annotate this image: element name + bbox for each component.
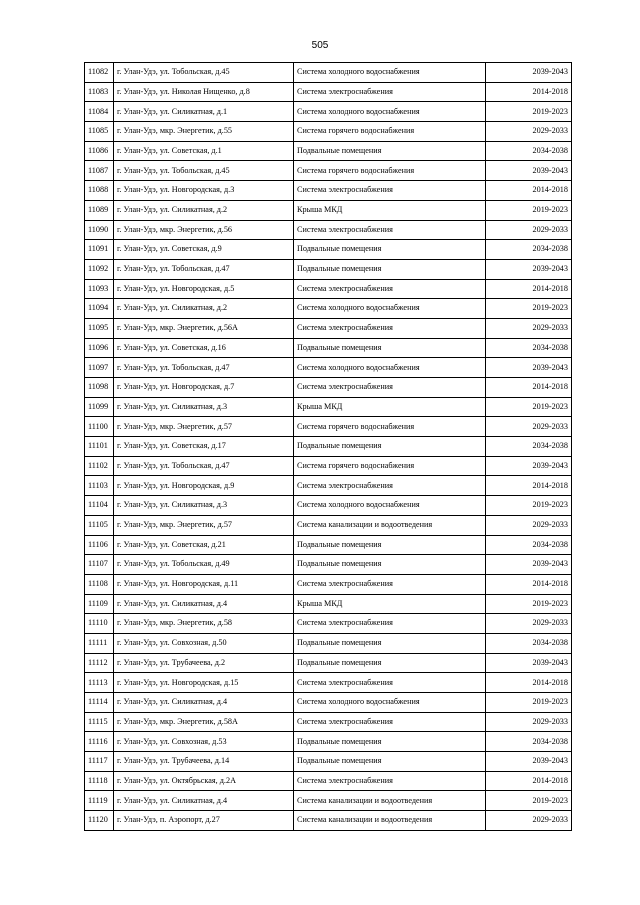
system-cell: Подвальные помещения xyxy=(294,141,486,161)
row-number-cell: 11099 xyxy=(85,397,114,417)
row-number-cell: 11120 xyxy=(85,811,114,831)
system-cell: Подвальные помещения xyxy=(294,338,486,358)
row-number-cell: 11106 xyxy=(85,535,114,555)
address-cell: г. Улан-Удэ, мкр. Энергетик, д.56 xyxy=(114,220,294,240)
system-cell: Подвальные помещения xyxy=(294,259,486,279)
table-row xyxy=(85,437,572,457)
table-row xyxy=(85,161,572,181)
system-cell: Подвальные помещения xyxy=(294,535,486,555)
table-row xyxy=(85,791,572,811)
system-cell: Система электроснабжения xyxy=(294,673,486,693)
table-row xyxy=(85,515,572,535)
system-cell: Система горячего водоснабжения xyxy=(294,122,486,142)
address-cell: г. Улан-Удэ, мкр. Энергетик, д.57 xyxy=(114,515,294,535)
table-row xyxy=(85,220,572,240)
period-cell: 2039-2043 xyxy=(486,358,572,378)
system-cell: Система канализации и водоотведения xyxy=(294,515,486,535)
system-cell: Подвальные помещения xyxy=(294,653,486,673)
address-cell: г. Улан-Удэ, ул. Силикатная, д.3 xyxy=(114,496,294,516)
table-row xyxy=(85,732,572,752)
row-number-cell: 11107 xyxy=(85,555,114,575)
system-cell: Система холодного водоснабжения xyxy=(294,496,486,516)
page-number: 505 xyxy=(311,40,329,51)
address-cell: г. Улан-Удэ, ул. Силикатная, д.2 xyxy=(114,200,294,220)
table-row xyxy=(85,574,572,594)
table-row xyxy=(85,240,572,260)
table-row xyxy=(85,318,572,338)
address-cell: г. Улан-Удэ, ул. Совхозная, д.50 xyxy=(114,633,294,653)
address-cell: г. Улан-Удэ, ул. Тобольская, д.45 xyxy=(114,161,294,181)
address-cell: г. Улан-Удэ, ул. Силикатная, д.1 xyxy=(114,102,294,122)
table-row xyxy=(85,122,572,142)
period-cell: 2014-2018 xyxy=(486,476,572,496)
system-cell: Система канализации и водоотведения xyxy=(294,791,486,811)
period-cell: 2019-2023 xyxy=(486,102,572,122)
table-row xyxy=(85,614,572,634)
row-number-cell: 11104 xyxy=(85,496,114,516)
period-cell: 2014-2018 xyxy=(486,82,572,102)
address-cell: г. Улан-Удэ, ул. Силикатная, д.4 xyxy=(114,594,294,614)
address-cell: г. Улан-Удэ, мкр. Энергетик, д.58 xyxy=(114,614,294,634)
table-row xyxy=(85,397,572,417)
period-cell: 2014-2018 xyxy=(486,673,572,693)
row-number-cell: 11092 xyxy=(85,259,114,279)
table-row xyxy=(85,417,572,437)
period-cell: 2014-2018 xyxy=(486,378,572,398)
period-cell: 2034-2038 xyxy=(486,141,572,161)
period-cell: 2019-2023 xyxy=(486,594,572,614)
table-row xyxy=(85,633,572,653)
row-number-cell: 11088 xyxy=(85,181,114,201)
table-row xyxy=(85,712,572,732)
table-row xyxy=(85,299,572,319)
period-cell: 2039-2043 xyxy=(486,752,572,772)
period-cell: 2029-2033 xyxy=(486,712,572,732)
table-row xyxy=(85,653,572,673)
row-number-cell: 11098 xyxy=(85,378,114,398)
address-cell: г. Улан-Удэ, мкр. Энергетик, д.58А xyxy=(114,712,294,732)
table-row xyxy=(85,279,572,299)
row-number-cell: 11094 xyxy=(85,299,114,319)
table-row xyxy=(85,811,572,831)
address-cell: г. Улан-Удэ, ул. Совхозная, д.53 xyxy=(114,732,294,752)
period-cell: 2034-2038 xyxy=(486,535,572,555)
row-number-cell: 11085 xyxy=(85,122,114,142)
address-cell: г. Улан-Удэ, ул. Силикатная, д.4 xyxy=(114,693,294,713)
address-cell: г. Улан-Удэ, ул. Советская, д.17 xyxy=(114,437,294,457)
row-number-cell: 11112 xyxy=(85,653,114,673)
address-cell: г. Улан-Удэ, ул. Тобольская, д.45 xyxy=(114,63,294,83)
row-number-cell: 11109 xyxy=(85,594,114,614)
system-cell: Система электроснабжения xyxy=(294,771,486,791)
row-number-cell: 11095 xyxy=(85,318,114,338)
row-number-cell: 11116 xyxy=(85,732,114,752)
period-cell: 2029-2033 xyxy=(486,811,572,831)
system-cell: Система электроснабжения xyxy=(294,712,486,732)
period-cell: 2014-2018 xyxy=(486,771,572,791)
table-row xyxy=(85,378,572,398)
period-cell: 2034-2038 xyxy=(486,437,572,457)
row-number-cell: 11108 xyxy=(85,574,114,594)
address-cell: г. Улан-Удэ, ул. Новгородская, д.3 xyxy=(114,181,294,201)
system-cell: Подвальные помещения xyxy=(294,633,486,653)
registry-table xyxy=(84,62,572,831)
row-number-cell: 11084 xyxy=(85,102,114,122)
row-number-cell: 11090 xyxy=(85,220,114,240)
row-number-cell: 11097 xyxy=(85,358,114,378)
period-cell: 2039-2043 xyxy=(486,555,572,575)
row-number-cell: 11117 xyxy=(85,752,114,772)
period-cell: 2039-2043 xyxy=(486,63,572,83)
system-cell: Подвальные помещения xyxy=(294,732,486,752)
row-number-cell: 11101 xyxy=(85,437,114,457)
period-cell: 2039-2043 xyxy=(486,161,572,181)
address-cell: г. Улан-Удэ, ул. Силикатная, д.4 xyxy=(114,791,294,811)
address-cell: г. Улан-Удэ, мкр. Энергетик, д.56А xyxy=(114,318,294,338)
address-cell: г. Улан-Удэ, ул. Силикатная, д.3 xyxy=(114,397,294,417)
row-number-cell: 11082 xyxy=(85,63,114,83)
system-cell: Система горячего водоснабжения xyxy=(294,456,486,476)
period-cell: 2014-2018 xyxy=(486,181,572,201)
system-cell: Система электроснабжения xyxy=(294,378,486,398)
period-cell: 2039-2043 xyxy=(486,456,572,476)
period-cell: 2029-2033 xyxy=(486,515,572,535)
period-cell: 2034-2038 xyxy=(486,633,572,653)
table-row xyxy=(85,456,572,476)
row-number-cell: 11096 xyxy=(85,338,114,358)
system-cell: Крыша МКД xyxy=(294,594,486,614)
system-cell: Система электроснабжения xyxy=(294,614,486,634)
address-cell: г. Улан-Удэ, ул. Новгородская, д.15 xyxy=(114,673,294,693)
system-cell: Система электроснабжения xyxy=(294,220,486,240)
row-number-cell: 11102 xyxy=(85,456,114,476)
period-cell: 2019-2023 xyxy=(486,496,572,516)
table-row xyxy=(85,535,572,555)
period-cell: 2039-2043 xyxy=(486,259,572,279)
table-row xyxy=(85,141,572,161)
period-cell: 2029-2033 xyxy=(486,318,572,338)
row-number-cell: 11113 xyxy=(85,673,114,693)
system-cell: Система холодного водоснабжения xyxy=(294,358,486,378)
period-cell: 2034-2038 xyxy=(486,338,572,358)
row-number-cell: 11100 xyxy=(85,417,114,437)
address-cell: г. Улан-Удэ, ул. Тобольская, д.49 xyxy=(114,555,294,575)
table-row xyxy=(85,476,572,496)
row-number-cell: 11105 xyxy=(85,515,114,535)
system-cell: Система электроснабжения xyxy=(294,318,486,338)
system-cell: Подвальные помещения xyxy=(294,752,486,772)
system-cell: Система горячего водоснабжения xyxy=(294,161,486,181)
period-cell: 2019-2023 xyxy=(486,200,572,220)
address-cell: г. Улан-Удэ, ул. Советская, д.21 xyxy=(114,535,294,555)
row-number-cell: 11110 xyxy=(85,614,114,634)
system-cell: Система холодного водоснабжения xyxy=(294,102,486,122)
row-number-cell: 11087 xyxy=(85,161,114,181)
table-row xyxy=(85,555,572,575)
row-number-cell: 11091 xyxy=(85,240,114,260)
table-row xyxy=(85,358,572,378)
system-cell: Система горячего водоснабжения xyxy=(294,417,486,437)
system-cell: Подвальные помещения xyxy=(294,555,486,575)
system-cell: Система холодного водоснабжения xyxy=(294,299,486,319)
address-cell: г. Улан-Удэ, ул. Советская, д.9 xyxy=(114,240,294,260)
address-cell: г. Улан-Удэ, ул. Новгородская, д.11 xyxy=(114,574,294,594)
period-cell: 2034-2038 xyxy=(486,240,572,260)
table-row xyxy=(85,181,572,201)
system-cell: Система электроснабжения xyxy=(294,574,486,594)
system-cell: Система канализации и водоотведения xyxy=(294,811,486,831)
row-number-cell: 11114 xyxy=(85,693,114,713)
address-cell: г. Улан-Удэ, ул. Тобольская, д.47 xyxy=(114,358,294,378)
address-cell: г. Улан-Удэ, ул. Советская, д.1 xyxy=(114,141,294,161)
address-cell: г. Улан-Удэ, ул. Новгородская, д.5 xyxy=(114,279,294,299)
period-cell: 2014-2018 xyxy=(486,574,572,594)
address-cell: г. Улан-Удэ, ул. Николая Нищенко, д.8 xyxy=(114,82,294,102)
period-cell: 2029-2033 xyxy=(486,614,572,634)
period-cell: 2029-2033 xyxy=(486,122,572,142)
period-cell: 2029-2033 xyxy=(486,220,572,240)
address-cell: г. Улан-Удэ, ул. Октябрьская, д.2А xyxy=(114,771,294,791)
row-number-cell: 11089 xyxy=(85,200,114,220)
address-cell: г. Улан-Удэ, мкр. Энергетик, д.57 xyxy=(114,417,294,437)
table-row xyxy=(85,693,572,713)
table-row xyxy=(85,496,572,516)
system-cell: Система электроснабжения xyxy=(294,82,486,102)
address-cell: г. Улан-Удэ, ул. Трубачеева, д.2 xyxy=(114,653,294,673)
row-number-cell: 11083 xyxy=(85,82,114,102)
row-number-cell: 11086 xyxy=(85,141,114,161)
system-cell: Система холодного водоснабжения xyxy=(294,693,486,713)
address-cell: г. Улан-Удэ, ул. Силикатная, д.2 xyxy=(114,299,294,319)
address-cell: г. Улан-Удэ, ул. Тобольская, д.47 xyxy=(114,259,294,279)
row-number-cell: 11119 xyxy=(85,791,114,811)
period-cell: 2034-2038 xyxy=(486,732,572,752)
table-row xyxy=(85,102,572,122)
address-cell: г. Улан-Удэ, ул. Новгородская, д.7 xyxy=(114,378,294,398)
row-number-cell: 11103 xyxy=(85,476,114,496)
table-row xyxy=(85,771,572,791)
system-cell: Система электроснабжения xyxy=(294,476,486,496)
system-cell: Система электроснабжения xyxy=(294,181,486,201)
table-row xyxy=(85,259,572,279)
period-cell: 2029-2033 xyxy=(486,417,572,437)
registry-table-body xyxy=(85,63,572,831)
period-cell: 2039-2043 xyxy=(486,653,572,673)
address-cell: г. Улан-Удэ, ул. Советская, д.16 xyxy=(114,338,294,358)
system-cell: Система холодного водоснабжения xyxy=(294,63,486,83)
address-cell: г. Улан-Удэ, мкр. Энергетик, д.55 xyxy=(114,122,294,142)
address-cell: г. Улан-Удэ, п. Аэропорт, д.27 xyxy=(114,811,294,831)
table-row xyxy=(85,673,572,693)
table-row xyxy=(85,338,572,358)
table-row xyxy=(85,82,572,102)
system-cell: Система электроснабжения xyxy=(294,279,486,299)
table-row xyxy=(85,200,572,220)
row-number-cell: 11093 xyxy=(85,279,114,299)
period-cell: 2019-2023 xyxy=(486,693,572,713)
period-cell: 2014-2018 xyxy=(486,279,572,299)
period-cell: 2019-2023 xyxy=(486,299,572,319)
row-number-cell: 11115 xyxy=(85,712,114,732)
period-cell: 2019-2023 xyxy=(486,791,572,811)
address-cell: г. Улан-Удэ, ул. Новгородская, д.9 xyxy=(114,476,294,496)
system-cell: Крыша МКД xyxy=(294,200,486,220)
table-row xyxy=(85,63,572,83)
system-cell: Крыша МКД xyxy=(294,397,486,417)
row-number-cell: 11111 xyxy=(85,633,114,653)
row-number-cell: 11118 xyxy=(85,771,114,791)
address-cell: г. Улан-Удэ, ул. Трубачеева, д.14 xyxy=(114,752,294,772)
table-row xyxy=(85,594,572,614)
system-cell: Подвальные помещения xyxy=(294,240,486,260)
system-cell: Подвальные помещения xyxy=(294,437,486,457)
table-row xyxy=(85,752,572,772)
period-cell: 2019-2023 xyxy=(486,397,572,417)
address-cell: г. Улан-Удэ, ул. Тобольская, д.47 xyxy=(114,456,294,476)
